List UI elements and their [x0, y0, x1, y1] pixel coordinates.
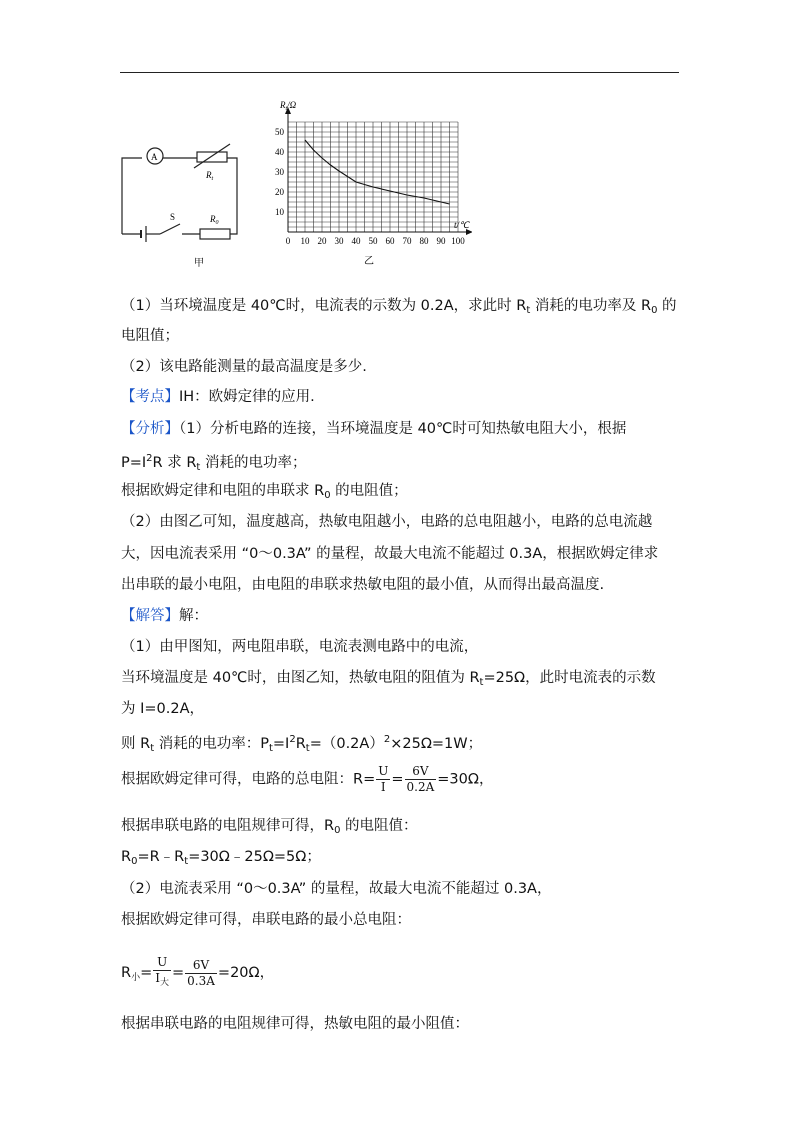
solution-line-1: （1）由甲图知，两电阻串联，电流表测电路中的电流，	[121, 639, 479, 655]
r0-label: R	[210, 214, 216, 224]
solution-line-8: （2）电流表采用 “0～0.3A” 的量程，故最大电流不能超过 0.3A，	[121, 881, 552, 897]
solution-line-10: $R_小=$ $\frac{U}{I_大}$ = $\frac{6V}{0.3A}$ =20Ω，	[121, 955, 274, 991]
graph-xlabel: t/℃	[454, 220, 470, 230]
question-1-line-1: （1）当环境温度是 40℃时，电流表的示数为 0.2A，求此时 $R_t$ 消耗的电功率及 $R_0$ 的	[121, 298, 677, 316]
kaodian-tag: 【考点】	[121, 389, 179, 405]
x-tick-label: 0	[285, 236, 291, 246]
y-tick-label: 50	[275, 127, 284, 137]
question-2: （2）该电路能测量的最高温度是多少.	[121, 359, 367, 375]
fenxi-line-6: 出串联的最小电阻，由电阻的串联求热敏电阻的最小值，从而得出最高温度.	[121, 577, 605, 593]
graph-caption: 乙	[364, 256, 374, 267]
x-tick-label: 60	[385, 236, 395, 246]
jieda-line: 【解答】解：	[121, 608, 208, 624]
solution-line-5: 根据欧姆定律可得，电路的总电阻：R= $\frac{U}{I}$ = $\frac{6V}{0.2A}$ =30Ω，	[121, 764, 494, 794]
svg-text:R0: $R_0$	[210, 214, 219, 226]
y-tick-label: 20	[275, 187, 284, 197]
fenxi-line-4: （2）由图乙可知，温度越高，热敏电阻越小，电路的总电阻越小，电路的总电流越	[121, 514, 653, 530]
kaodian-line: 【考点】IH：欧姆定律的应用.	[121, 389, 315, 405]
fenxi-line-5: 大，因电流表采用 “0～0.3A” 的量程，故最大电流不能超过 0.3A，根据欧姆定律求	[121, 546, 659, 562]
solution-line-4: 则 $R_t$ 消耗的电功率：$P_t=I^2R_t=(0.2A)^2\times 25\Omega=1W$；	[121, 734, 483, 754]
circuit-caption: 甲	[194, 258, 204, 269]
fraction-6v-over-0.3a: $\frac{6V}{0.3A}$	[187, 957, 215, 988]
fenxi-tag: 【分析】	[121, 421, 179, 437]
fenxi-line-1: 【分析】（1）分析电路的连接，当环境温度是 40℃时可知热敏电阻大小，根据	[121, 421, 627, 437]
fraction-6v-over-0.2a: $\frac{6V}{0.2A}$	[406, 764, 435, 794]
figure	[112, 92, 472, 272]
x-tick-label: 90	[436, 236, 446, 246]
rt-temperature-graph	[275, 107, 472, 246]
graph-ylabel: R	[280, 100, 286, 110]
fenxi-line-3: 根据欧姆定律和电阻的串联求 $R_0$ 的电阻值；	[121, 483, 408, 501]
ammeter-label: A	[151, 152, 158, 162]
thermistor-rt	[197, 152, 227, 162]
x-tick-label: 100	[451, 236, 465, 246]
solution-line-3: 为 I=0.2A，	[121, 701, 205, 717]
solution-line-6: 根据串联电路的电阻规律可得，$R_0$ 的电阻值：	[121, 818, 418, 836]
x-tick-label: 10	[300, 236, 310, 246]
header-rule	[120, 72, 679, 73]
jieda-tag: 【解答】	[121, 608, 179, 624]
question-1-line-2: 电阻值；	[121, 328, 179, 344]
y-tick-label: 40	[275, 147, 284, 157]
resistor-r0	[200, 229, 230, 239]
solution-line-11: 根据串联电路的电阻规律可得，热敏电阻的最小阻值：	[121, 1016, 469, 1032]
y-tick-label: 30	[275, 167, 284, 177]
fraction-u-over-i-max: $\frac{U}{I_大}$	[155, 955, 170, 988]
svg-text:Rt: $R_t$	[206, 170, 214, 182]
x-tick-label: 20	[317, 236, 327, 246]
fraction-u-over-i: $\frac{U}{I}$	[378, 764, 389, 794]
x-tick-label: 80	[419, 236, 429, 246]
svg-text:Rt/Ω: $R_t/\Omega$	[280, 100, 297, 112]
circuit-diagram	[122, 144, 237, 242]
fenxi-line-2: $P=I^2R$ 求 $R_t$ 消耗的电功率；	[121, 453, 307, 473]
x-tick-label: 30	[334, 236, 344, 246]
solution-line-2: 当环境温度是 40℃时，由图乙知，热敏电阻的阻值为 $R_t=25\Omega$，此时电流表的示数	[121, 670, 656, 688]
solution-line-9: 根据欧姆定律可得，串联电路的最小总电阻：	[121, 912, 411, 928]
solution-line-7: $R_0=R﹣R_t=30\Omega﹣25\Omega=5\Omega$；	[121, 849, 321, 867]
x-tick-label: 50	[368, 236, 378, 246]
x-tick-label: 70	[402, 236, 412, 246]
y-tick-label: 10	[275, 207, 284, 217]
x-tick-label: 40	[351, 236, 361, 246]
switch-label: S	[170, 212, 176, 222]
switch-icon	[160, 224, 180, 234]
rt-label: R	[206, 170, 212, 180]
